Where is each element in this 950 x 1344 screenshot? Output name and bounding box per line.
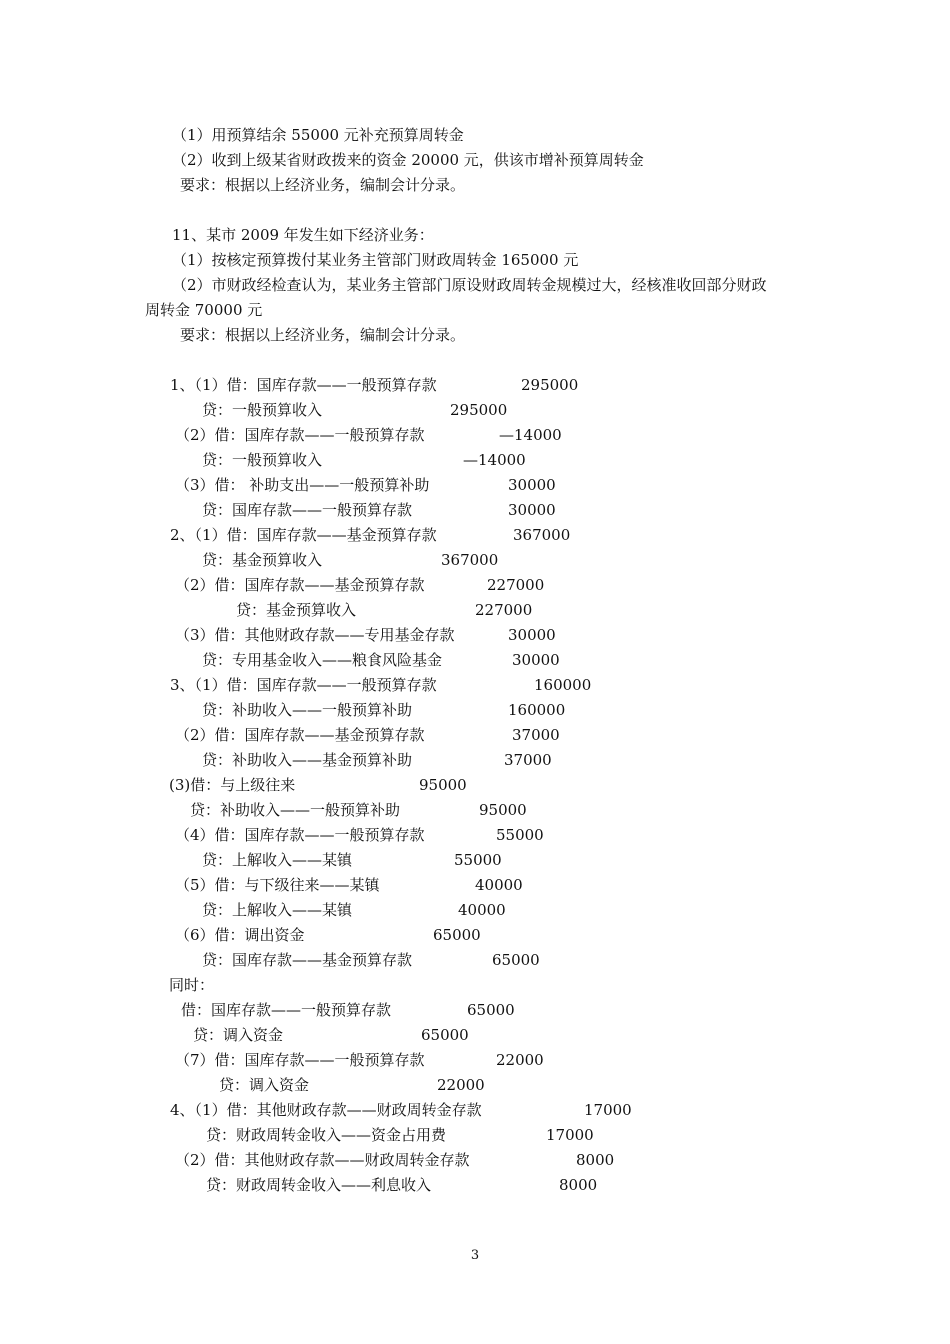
entry-amount: 227000 — [487, 576, 545, 594]
entry-text: 同时： — [169, 976, 215, 994]
entry-amount: 367000 — [513, 526, 571, 544]
entry-amount: 8000 — [576, 1151, 615, 1169]
entry-amount: 30000 — [508, 626, 556, 644]
entry-amount: 55000 — [454, 851, 502, 869]
exercise-10-item-1: （1）用预算结余 55000 元补充预算周转金 — [172, 126, 464, 144]
entry-amount: 295000 — [521, 376, 579, 394]
entry-text: （7）借：国库存款——一般预算存款 — [175, 1051, 425, 1069]
entry-text: 贷：基金预算收入 — [236, 601, 357, 619]
entry-text: 贷：国库存款——一般预算存款 — [202, 501, 413, 519]
entry-text: （2）借：国库存款——一般预算存款 — [175, 426, 425, 444]
entry-text: （2）借：国库存款——基金预算存款 — [175, 726, 425, 744]
entry-text: （6）借：调出资金 — [175, 926, 305, 944]
entry-text: 贷：补助收入——一般预算补助 — [202, 701, 413, 719]
entry-amount: 65000 — [467, 1001, 515, 1019]
exercise-11-item-2-continued: 周转金 70000 元 — [145, 301, 263, 319]
entry-amount: 367000 — [441, 551, 499, 569]
entry-amount: 55000 — [496, 826, 544, 844]
exercise-10-requirement: 要求：根据以上经济业务，编制会计分录。 — [180, 176, 466, 194]
entry-amount: 30000 — [512, 651, 560, 669]
entry-amount: 65000 — [421, 1026, 469, 1044]
entry-text: 3、（1）借：国库存款——一般预算存款 — [170, 676, 437, 694]
entry-text: （3）借：其他财政存款——专用基金存款 — [175, 626, 455, 644]
exercise-11-item-2: （2）市财政经检查认为，某业务主管部门原设财政周转金规模过大，经核准收回部分财政 — [172, 276, 767, 294]
exercise-11-requirement: 要求：根据以上经济业务，编制会计分录。 — [180, 326, 466, 344]
entry-amount: 22000 — [496, 1051, 544, 1069]
page-number: 3 — [470, 1248, 480, 1263]
entry-text: 贷：调入资金 — [219, 1076, 310, 1094]
entry-amount: 30000 — [508, 501, 556, 519]
entry-amount: 65000 — [492, 951, 540, 969]
exercise-10-item-2: （2）收到上级某省财政拨来的资金 20000 元，供该市增补预算周转金 — [172, 151, 644, 169]
entry-amount: 95000 — [479, 801, 527, 819]
entry-text: 贷：基金预算收入 — [202, 551, 323, 569]
entry-text: 贷：财政周转金收入——资金占用费 — [206, 1126, 447, 1144]
entry-text: 2、（1）借：国库存款——基金预算存款 — [170, 526, 437, 544]
entry-text: 贷：国库存款——基金预算存款 — [202, 951, 413, 969]
entry-text: 贷：补助收入——基金预算补助 — [202, 751, 413, 769]
entry-text: 4、（1）借：其他财政存款——财政周转金存款 — [170, 1101, 482, 1119]
entry-amount: 8000 — [559, 1176, 598, 1194]
exercise-11-heading: 11、某市 2009 年发生如下经济业务： — [172, 226, 434, 244]
entry-text: 贷：财政周转金收入——利息收入 — [206, 1176, 432, 1194]
entry-amount: 227000 — [475, 601, 533, 619]
entry-amount: 95000 — [419, 776, 467, 794]
entry-text: (3)借：与上级往来 — [169, 776, 296, 794]
entry-amount: 17000 — [546, 1126, 594, 1144]
entry-text: （4）借：国库存款——一般预算存款 — [175, 826, 425, 844]
entry-text: 贷：一般预算收入 — [202, 401, 323, 419]
entry-text: 贷：补助收入——一般预算补助 — [190, 801, 401, 819]
entry-text: （3）借： 补助支出——一般预算补助 — [175, 476, 430, 494]
entry-amount: 37000 — [512, 726, 560, 744]
entry-text: 贷：上解收入——某镇 — [202, 851, 353, 869]
entry-amount: 40000 — [458, 901, 506, 919]
entry-text: （2）借：其他财政存款——财政周转金存款 — [175, 1151, 470, 1169]
entry-amount: 295000 — [450, 401, 508, 419]
entry-amount: 40000 — [475, 876, 523, 894]
entry-amount: 160000 — [508, 701, 566, 719]
exercise-11-item-1: （1）按核定预算拨付某业务主管部门财政周转金 165000 元 — [172, 251, 579, 269]
entry-amount: —14000 — [499, 426, 562, 444]
entry-text: （5）借：与下级往来——某镇 — [175, 876, 380, 894]
entry-text: （2）借：国库存款——基金预算存款 — [175, 576, 425, 594]
entry-text: 贷：上解收入——某镇 — [202, 901, 353, 919]
entry-amount: 37000 — [504, 751, 552, 769]
entry-amount: 22000 — [437, 1076, 485, 1094]
entry-text: 借：国库存款——一般预算存款 — [181, 1001, 392, 1019]
entry-amount: 17000 — [584, 1101, 632, 1119]
entry-amount: —14000 — [463, 451, 526, 469]
entry-text: 贷：一般预算收入 — [202, 451, 323, 469]
entry-amount: 65000 — [433, 926, 481, 944]
entry-amount: 160000 — [534, 676, 592, 694]
entry-text: 贷：专用基金收入——粮食风险基金 — [202, 651, 443, 669]
entry-amount: 30000 — [508, 476, 556, 494]
entry-text: 贷：调入资金 — [193, 1026, 284, 1044]
entry-text: 1、（1）借：国库存款——一般预算存款 — [170, 376, 437, 394]
